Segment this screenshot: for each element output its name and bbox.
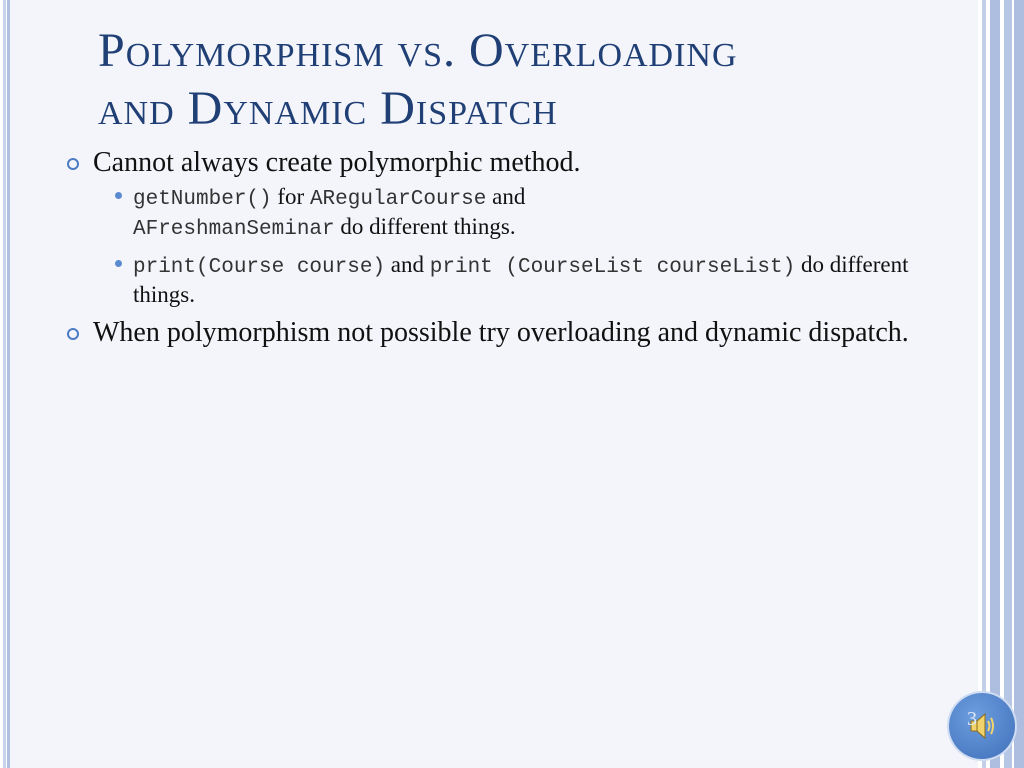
text-do-different: do different things.: [334, 214, 516, 239]
code-getnumber: getNumber(): [133, 188, 272, 211]
title-line-1: Polymorphism vs. Overloading: [98, 24, 738, 77]
title-line-2: and Dynamic Dispatch: [98, 82, 558, 135]
slide-content: [66, 146, 946, 355]
code-print-courselist: print (CourseList courseList): [429, 256, 796, 279]
text-do-different: do different things.: [133, 252, 909, 307]
audio-speaker-button[interactable]: [949, 693, 1015, 759]
sub-bullet-list: [93, 183, 946, 308]
sub-bullet-item-2: [93, 251, 946, 308]
slide-title: [98, 22, 958, 138]
bullet-text-1: Cannot always create polymorphic method.: [93, 147, 581, 178]
bullet-text-2: When polymorphism not possible try overloading and dynamic dispatch.: [93, 317, 909, 348]
right-decorative-bar: [978, 0, 1024, 768]
text-and: and: [486, 184, 526, 209]
text-and: and: [385, 252, 430, 277]
code-print-course: print(Course course): [133, 256, 386, 279]
left-decorative-stripe: [0, 0, 10, 768]
sub-bullet-item-1: [93, 183, 946, 243]
dot-bullet-icon: [115, 192, 122, 199]
hollow-circle-bullet-icon: [67, 328, 79, 340]
dot-bullet-icon: [115, 260, 122, 267]
text-for: for: [271, 184, 310, 209]
slide-number: 3: [967, 708, 977, 730]
code-aregularcourse: ARegularCourse: [309, 188, 487, 211]
hollow-circle-bullet-icon: [67, 158, 79, 170]
bullet-item-2: [66, 316, 946, 349]
code-afreshmanseminar: AFreshmanSeminar: [133, 218, 335, 241]
bullet-item-1: [66, 146, 946, 308]
